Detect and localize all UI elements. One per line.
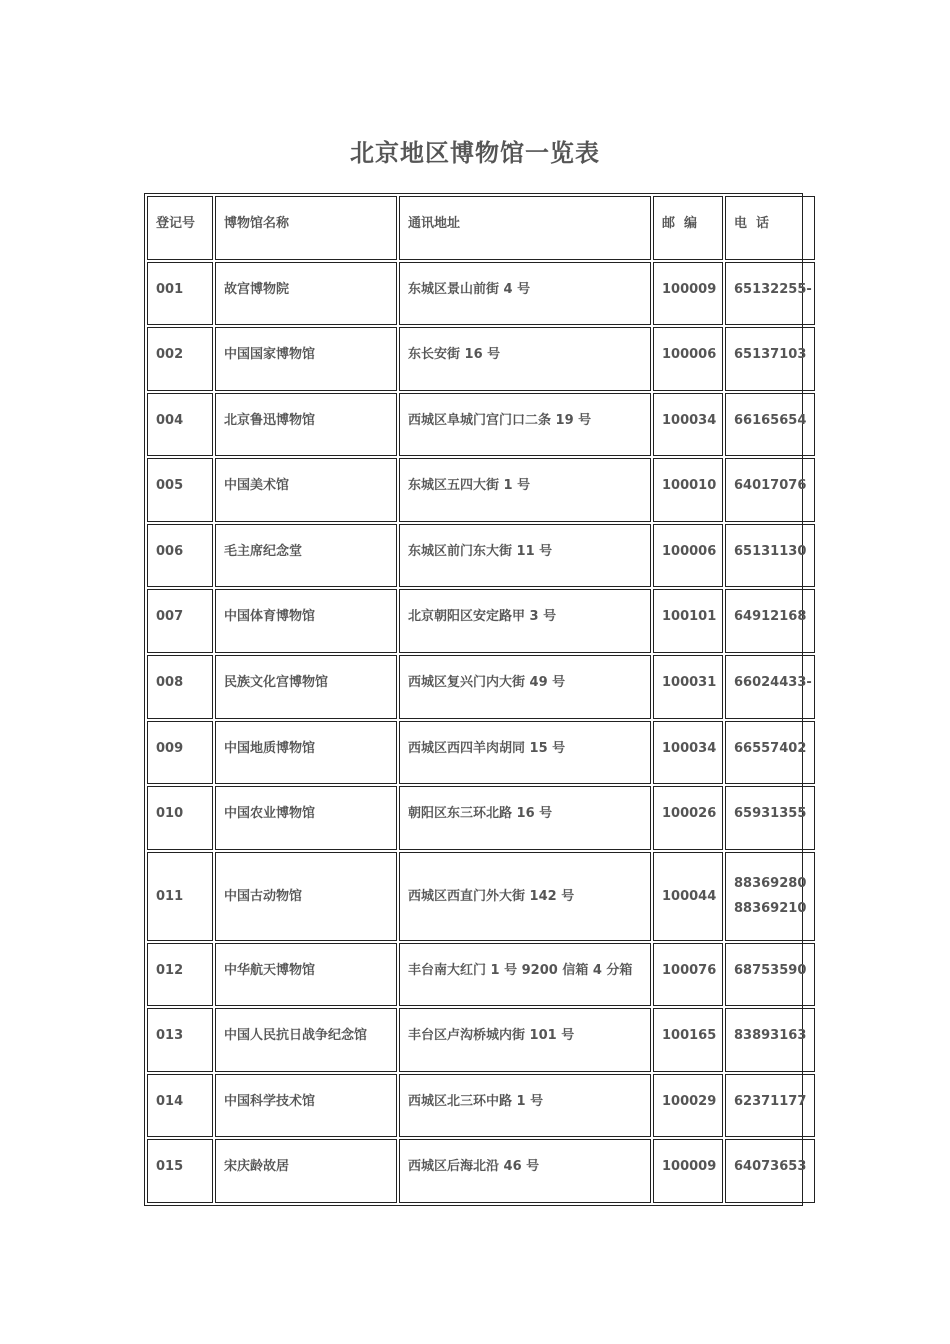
tel-number: 65137103 [734, 347, 807, 363]
cell-name: 中国古动物馆 [215, 852, 397, 941]
cell-tel [725, 786, 815, 850]
cell-name: 毛主席纪念堂 [215, 524, 397, 588]
cell-address: 东城区景山前街 4 号 [399, 262, 651, 326]
tel-number: 68753590 [734, 962, 807, 978]
cell-address: 西城区北三环中路 1 号 [399, 1074, 651, 1138]
museum-table-frame [144, 193, 812, 1206]
table-row [147, 721, 815, 785]
cell-address: 丰台南大红门 1 号 9200 信箱 4 分箱 [399, 943, 651, 1007]
cell-address: 西城区阜城门宫门口二条 19 号 [399, 393, 651, 457]
table-row [147, 393, 815, 457]
header-address: 通讯地址 [399, 196, 651, 260]
cell-tel [725, 458, 815, 522]
cell-name: 中国科学技术馆 [215, 1074, 397, 1138]
tel-number: 65131130 [734, 543, 807, 559]
cell-id: 009 [147, 721, 213, 785]
table-row [147, 1008, 815, 1072]
cell-name: 中国人民抗日战争纪念馆 [215, 1008, 397, 1072]
cell-id: 007 [147, 589, 213, 653]
cell-tel [725, 852, 815, 941]
cell-tel [725, 1074, 815, 1138]
table-row [147, 1139, 815, 1203]
cell-id: 006 [147, 524, 213, 588]
tel-number: 65132255- [734, 281, 812, 297]
cell-zip: 100009 [653, 262, 723, 326]
cell-zip: 100044 [653, 852, 723, 941]
cell-name: 中国美术馆 [215, 458, 397, 522]
cell-id: 010 [147, 786, 213, 850]
cell-tel [725, 589, 815, 653]
cell-name: 民族文化宫博物馆 [215, 655, 397, 719]
page-title: 北京地区博物馆一览表 [350, 139, 600, 167]
cell-tel [725, 943, 815, 1007]
cell-address: 东城区前门东大街 11 号 [399, 524, 651, 588]
table-row [147, 262, 815, 326]
tel-number: 64073653 [734, 1159, 807, 1175]
cell-address: 北京朝阳区安定路甲 3 号 [399, 589, 651, 653]
cell-id: 011 [147, 852, 213, 941]
cell-address: 朝阳区东三环北路 16 号 [399, 786, 651, 850]
cell-address: 东城区五四大街 1 号 [399, 458, 651, 522]
cell-id: 008 [147, 655, 213, 719]
cell-address: 西城区复兴门内大街 49 号 [399, 655, 651, 719]
cell-tel [725, 1139, 815, 1203]
header-tel: 电 话 [725, 196, 815, 260]
cell-tel [725, 524, 815, 588]
cell-id: 002 [147, 327, 213, 391]
header-name: 博物馆名称 [215, 196, 397, 260]
table-row [147, 327, 815, 391]
table-row [147, 786, 815, 850]
cell-id: 001 [147, 262, 213, 326]
table-row [147, 589, 815, 653]
cell-address: 丰台区卢沟桥城内街 101 号 [399, 1008, 651, 1072]
cell-zip: 100009 [653, 1139, 723, 1203]
cell-tel [725, 393, 815, 457]
cell-name: 中国农业博物馆 [215, 786, 397, 850]
cell-name: 故宫博物院 [215, 262, 397, 326]
cell-id: 005 [147, 458, 213, 522]
cell-address: 东长安街 16 号 [399, 327, 651, 391]
cell-name: 北京鲁迅博物馆 [215, 393, 397, 457]
table-header-row [147, 196, 815, 260]
cell-name: 中国国家博物馆 [215, 327, 397, 391]
header-id: 登记号 [147, 196, 213, 260]
cell-zip: 100101 [653, 589, 723, 653]
tel-number: 62371177 [734, 1093, 807, 1109]
cell-name: 中华航天博物馆 [215, 943, 397, 1007]
cell-zip: 100026 [653, 786, 723, 850]
cell-tel [725, 262, 815, 326]
cell-zip: 100076 [653, 943, 723, 1007]
tel-number: 88369280 [734, 876, 807, 892]
cell-address: 西城区西直门外大街 142 号 [399, 852, 651, 941]
cell-id: 004 [147, 393, 213, 457]
tel-number: 66165654 [734, 412, 807, 428]
tel-number: 83893163 [734, 1028, 807, 1044]
tel-number: 66024433- [734, 675, 812, 691]
cell-zip: 100034 [653, 393, 723, 457]
cell-zip: 100006 [653, 327, 723, 391]
cell-id: 015 [147, 1139, 213, 1203]
cell-id: 012 [147, 943, 213, 1007]
tel-number: 66557402 [734, 740, 807, 756]
cell-zip: 100031 [653, 655, 723, 719]
museum-table [145, 194, 817, 1205]
cell-tel [725, 721, 815, 785]
table-row [147, 524, 815, 588]
cell-address: 西城区西四羊肉胡同 15 号 [399, 721, 651, 785]
cell-name: 中国地质博物馆 [215, 721, 397, 785]
table-row [147, 852, 815, 941]
cell-name: 中国体育博物馆 [215, 589, 397, 653]
cell-zip: 100006 [653, 524, 723, 588]
cell-tel [725, 1008, 815, 1072]
cell-zip: 100029 [653, 1074, 723, 1138]
cell-zip: 100010 [653, 458, 723, 522]
cell-name: 宋庆龄故居 [215, 1139, 397, 1203]
cell-zip: 100165 [653, 1008, 723, 1072]
tel-number: 65931355 [734, 806, 807, 822]
tel-number: 88369210 [734, 901, 807, 917]
header-zip: 邮 编 [653, 196, 723, 260]
cell-id: 014 [147, 1074, 213, 1138]
tel-number: 64912168 [734, 609, 807, 625]
table-row [147, 943, 815, 1007]
table-row [147, 1074, 815, 1138]
table-body [147, 196, 815, 1203]
cell-id: 013 [147, 1008, 213, 1072]
tel-number: 64017076 [734, 478, 807, 494]
table-row [147, 655, 815, 719]
cell-zip: 100034 [653, 721, 723, 785]
cell-tel [725, 655, 815, 719]
table-row [147, 458, 815, 522]
cell-address: 西城区后海北沿 46 号 [399, 1139, 651, 1203]
cell-tel [725, 327, 815, 391]
